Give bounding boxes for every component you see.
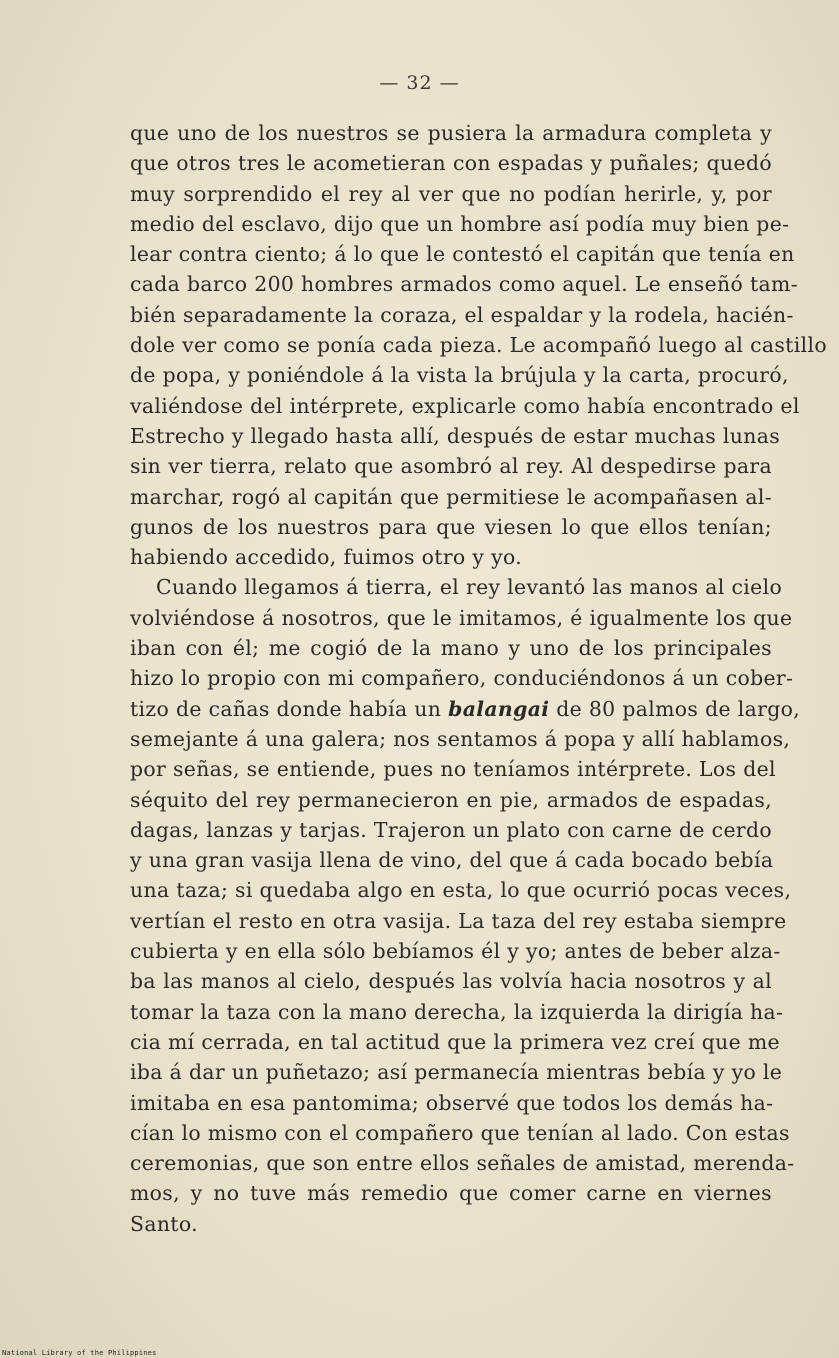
text-line: iba á dar un puñetazo; así permanecía mientras bebía y yo le	[130, 1060, 783, 1085]
page-number: — 32 —	[379, 72, 460, 94]
text-line: que uno de los nuestros se pusiera la armadura completa y	[130, 121, 772, 145]
body-text	[130, 118, 827, 1239]
text-line: bién separadamente la coraza, el espaldar y la rodela, hacién-	[130, 302, 794, 327]
text-line: dagas, lanzas y tarjas. Trajeron un plato con carne de cerdo	[130, 817, 772, 842]
text-line: gunos de los nuestros para que viesen lo que ellos tenían;	[130, 514, 772, 539]
text-line: Santo.	[130, 1211, 198, 1236]
text-line: ba las manos al cielo, después las volvía hacia nosotros y al	[130, 969, 772, 994]
text-line: lear contra ciento; á lo que le contestó el capitán que tenía en	[130, 242, 795, 267]
text-line: ceremonias, que son entre ellos señales de amistad, merenda-	[130, 1151, 795, 1176]
paragraph	[130, 572, 801, 1239]
text-line: vertían el resto en otra vasija. La taza del rey estaba siempre	[130, 908, 787, 933]
text-line: cia mí cerrada, en tal actitud que la primera vez creí que me	[130, 1029, 780, 1054]
text-line: medio del esclavo, dijo que un hombre así podía muy bien pe-	[130, 211, 790, 236]
text-line: semejante á una galera; nos sentamos á popa y allí hablamos,	[130, 726, 791, 751]
text-run: tizo de cañas donde había un	[130, 696, 449, 721]
text-line: de popa, y poniéndole á la vista la brújula y la carta, procuró,	[130, 363, 789, 388]
text-line: por señas, se entiende, pues no teníamos intérprete. Los del	[130, 757, 776, 782]
text-line: mos, y no tuve más remedio que comer carne en viernes	[130, 1181, 772, 1206]
italic-term: balangai	[448, 696, 550, 721]
text-run: de 80 palmos de largo,	[549, 696, 801, 721]
text-line: marchar, rogó al capitán que permitiese le acompañasen al-	[130, 484, 772, 509]
text-line: una taza; si quedaba algo en esta, lo que ocurrió pocas veces,	[130, 878, 792, 903]
text-line: volviéndose á nosotros, que le imitamos, é igualmente los que	[130, 605, 793, 630]
text-line: cían lo mismo con el compañero que tenían al lado. Con estas	[130, 1120, 790, 1145]
text-line: dole ver como se ponía cada pieza. Le acompañó luego al castillo	[130, 333, 827, 358]
text-line: imitaba en esa pantomima; observé que todos los demás ha-	[130, 1090, 774, 1115]
text-line	[130, 694, 801, 724]
text-line: habiendo accedido, fuimos otro y yo.	[130, 545, 523, 570]
text-line: tomar la taza con la mano derecha, la izquierda la dirigía ha-	[130, 999, 784, 1024]
library-watermark: National Library of the Philippines	[2, 1349, 157, 1357]
text-line: hizo lo propio con mi compañero, conduciéndonos á un cober-	[130, 666, 794, 691]
text-line: que otros tres le acometieran con espadas y puñales; quedó	[130, 151, 772, 176]
text-line: Estrecho y llegado hasta allí, después de estar muchas lunas	[130, 423, 781, 448]
paragraph	[130, 118, 827, 572]
text-line: iban con él; me cogió de la mano y uno de los principales	[130, 636, 772, 661]
text-line: valiéndose del intérprete, explicarle como había encontrado el	[130, 393, 800, 418]
text-line: sin ver tierra, relato que asombró al rey. Al despedirse para	[130, 454, 772, 479]
text-line: y una gran vasija llena de vino, del que á cada bocado bebía	[130, 848, 774, 873]
text-line: Cuando llegamos á tierra, el rey levantó las manos al cielo	[156, 575, 783, 600]
text-line: muy sorprendido el rey al ver que no podían herirle, y, por	[130, 181, 772, 206]
text-line: cada barco 200 hombres armados como aquel. Le enseñó tam-	[130, 272, 798, 297]
text-line: cubierta y en ella sólo bebíamos él y yo; antes de beber alza-	[130, 939, 781, 964]
text-line: séquito del rey permanecieron en pie, armados de espadas,	[130, 787, 772, 812]
